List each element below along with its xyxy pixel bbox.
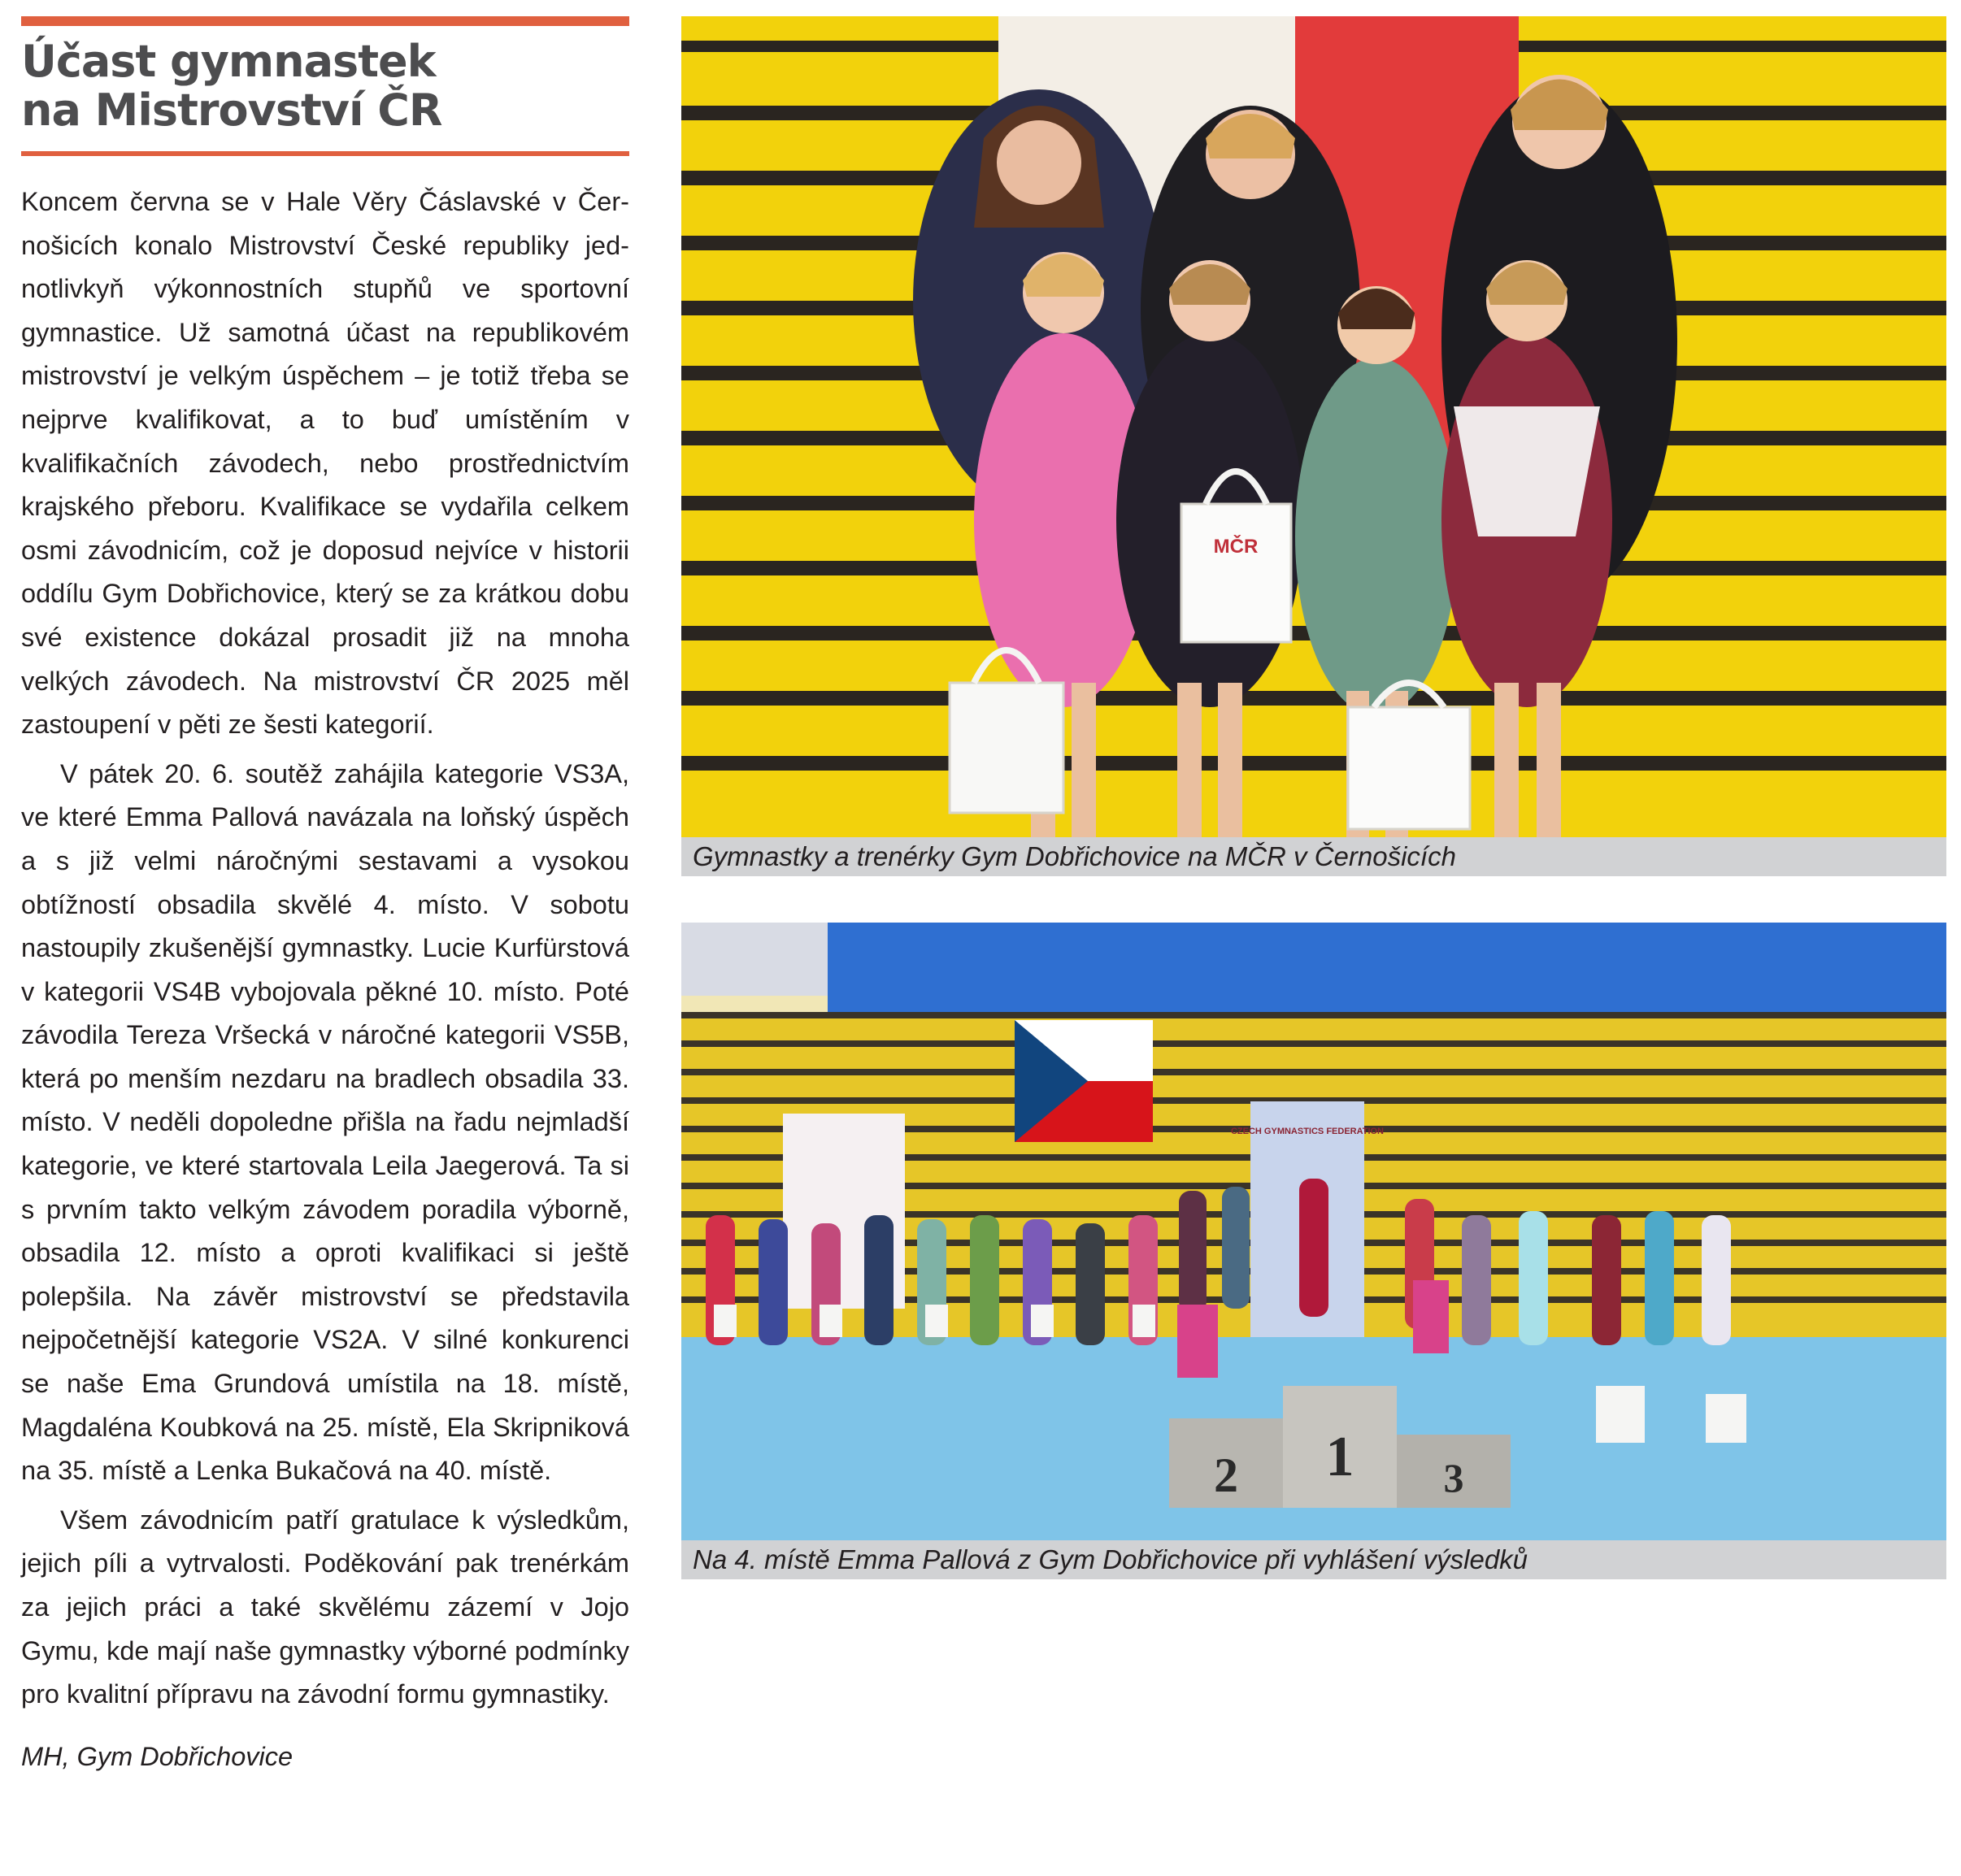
podium-label-3: 3 bbox=[1443, 1455, 1464, 1500]
headline-bottom-rule bbox=[21, 151, 629, 156]
article-paragraph-1: Koncem června se v Hale Věry Čáslavské v Černošicích konalo Mistrovství České republiky jednotlivkyň výkonnostních stupňů ve sportovní gymnastice. Už samotná účast na republikovém mistrovství je velkým úspěchem – je totiž třeba se nejprve kvalifikovat, a to buď umístěním v kvalifikačních závodech, nebo prostřednictvím krajského přeboru. Kvalifikace se vydařila celkem osmi závodnicím, což je doposud nejvíce v historii oddílu Gym Dobřichovice, který se za krátkou dobu své existence dokázal prosadit již na mnoha velkých závodech. Na mistrovství ČR 2025 měl zastoupení v pěti ze šesti kategorií. bbox=[21, 187, 629, 740]
headline-line-2: na Mistrovství ČR bbox=[21, 85, 442, 136]
figure-caption-1: Gymnastky a trenérky Gym Dobřichovice na MČR v Černošicích bbox=[681, 837, 1946, 876]
podium-label-1: 1 bbox=[1325, 1426, 1354, 1488]
federation-banner: CZECH GYMNASTICS FEDERATION bbox=[1230, 1127, 1385, 1136]
article-signature: MH, Gym Dobřichovice bbox=[21, 1741, 293, 1771]
article-body bbox=[21, 180, 629, 1784]
figure-caption-2: Na 4. místě Emma Pallová z Gym Dobřichovice při vyhlášení výsledků bbox=[681, 1540, 1946, 1579]
podium-photo-illustration bbox=[681, 923, 1946, 1540]
figure-podium-photo bbox=[681, 923, 1946, 1579]
podium-photo bbox=[681, 923, 1946, 1540]
headline-top-rule bbox=[21, 16, 629, 26]
podium-label-2: 2 bbox=[1214, 1448, 1238, 1502]
article-headline bbox=[21, 37, 629, 135]
figure-team-photo bbox=[681, 16, 1946, 876]
team-photo-illustration bbox=[681, 16, 1946, 837]
headline-line-1: Účast gymnastek bbox=[21, 36, 436, 87]
article-paragraph-3: Všem závodnicím patří gratulace k výsledkům, jejich píli a vytrvalosti. Poděkování pak trenérkám za jejich práci a také skvělému zázemí v Jojo Gymu, kde mají naše gymnastky výborné podmínky pro kvalitní přípravu na závodní formu gymnastiky. bbox=[21, 1505, 629, 1709]
bag-label: MČR bbox=[1213, 536, 1259, 558]
article-paragraph-2: V pátek 20. 6. soutěž zahájila kategorie VS3A, ve které Emma Pallová navázala na loňský úspěch a s již velmi náročnými sestavami a vysokou obtížností obsadila skvělé 4. místo. V sobotu nastoupily zkušenější gymnastky. Lucie Kurfürstová v kategorii VS4B vybojovala pěkné 10. místo. Poté závodila Tereza Vršecká v náročné kategorii VS5B, která po menším nezdaru na bradlech obsadila 33. místo. V neděli dopoledne přišla na řadu nejmladší kategorie, ve které startovala Leila Jaegerová. Ta si s prvním takto velkým závodem poradila výborně, obsadila 12. místo a oproti kvalifikaci si ještě polepšila. Na závěr mistrovství se představila nejpočetnější kategorie VS2A. V silné konkurenci se naše Ema Grundová umístila na 18. místě, Magdaléna Koubková na 25. místě, Ela Skripniková na 35. místě a Lenka Bukačová na 40. místě. bbox=[21, 758, 629, 1486]
team-photo bbox=[681, 16, 1946, 837]
